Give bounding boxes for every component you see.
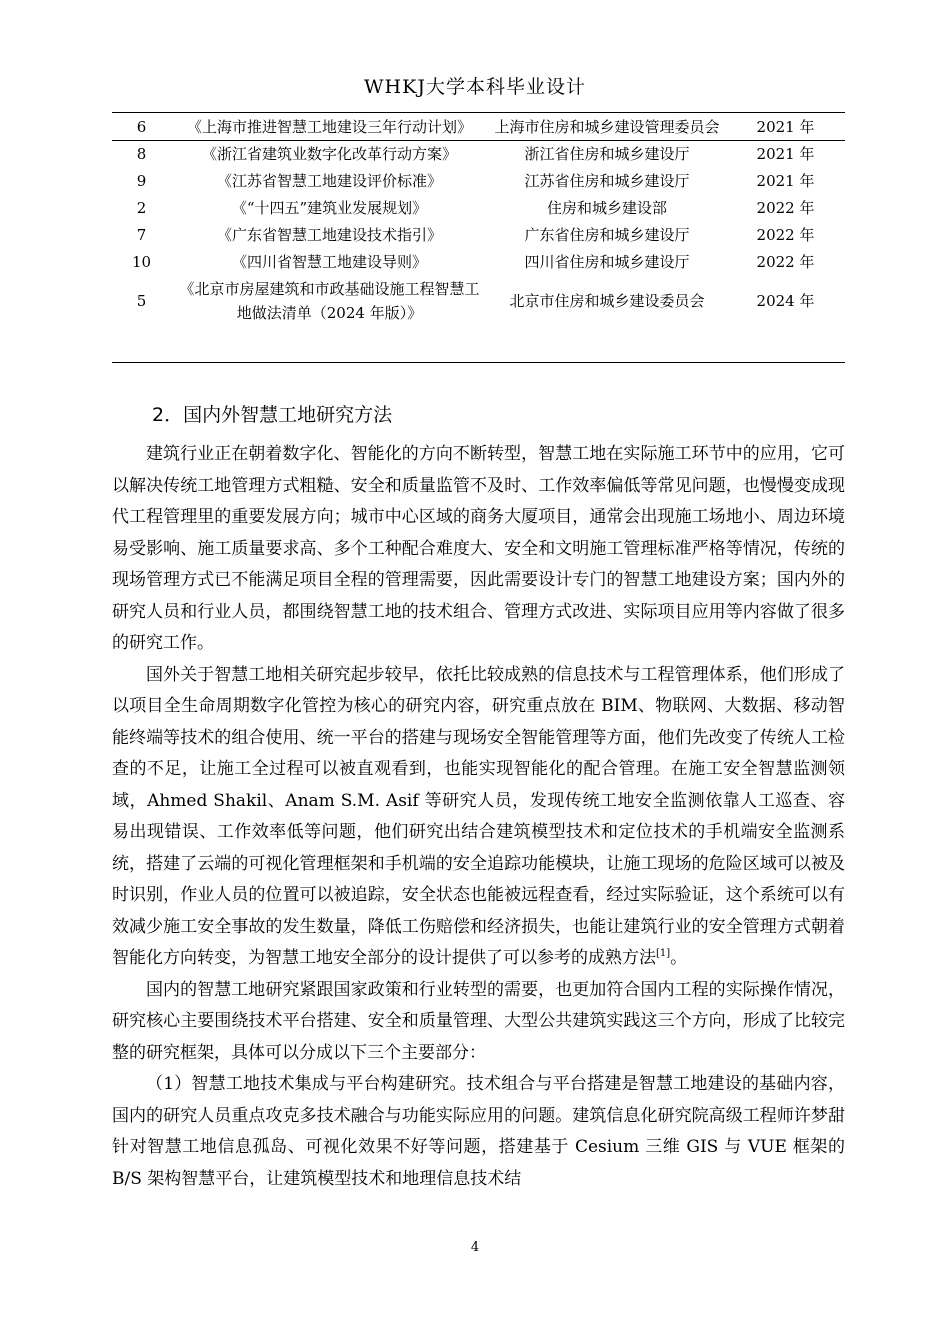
table-row (112, 195, 845, 222)
row-number: 7 (136, 226, 147, 244)
table-row (112, 222, 845, 249)
table-row (112, 114, 845, 141)
issue-year: 2022 年 (756, 226, 815, 244)
page-number: 4 (470, 1240, 480, 1255)
issuing-department: 江苏省住房和城乡建设厅 (524, 172, 690, 190)
issuing-department: 北京市住房和城乡建设委员会 (509, 292, 705, 310)
paragraph (112, 975, 845, 1070)
policy-name: 《“十四五”建筑业发展规划》 (231, 199, 428, 217)
table-row (112, 276, 845, 326)
citation-marker: [1] (656, 948, 671, 959)
issuing-department: 上海市住房和城乡建设管理委员会 (488, 114, 726, 141)
policy-table (112, 114, 845, 326)
policy-name: 《北京市房屋建筑和市政基础设施工程智慧工地做法清单（2024 年版）》 (179, 280, 480, 322)
policy-name: 《广东省智慧工地建设技术指引》 (216, 226, 442, 244)
issuing-department: 住房和城乡建设部 (547, 199, 668, 217)
row-number: 8 (136, 145, 147, 163)
issue-year: 2021 年 (756, 145, 815, 163)
issuing-department: 四川省住房和城乡建设厅 (524, 253, 690, 271)
issue-year: 2022 年 (756, 253, 815, 271)
paragraph (112, 439, 845, 660)
row-number: 10 (131, 253, 152, 271)
table-row (112, 168, 845, 195)
paragraph-text: 建筑行业正在朝着数字化、智能化的方向不断转型，智慧工地在实际施工环节中的应用，它可以解决传统工地管理方式粗糙、安全和质量监管不及时、工作效率偏低等常见问题，也慢慢变成现代工程管理里的重要发展方向；城市中心区域的商务大厦项目，通常会出现施工场地小、周边环境易受影响、施工质量要求高、多个工种配合难度大、安全和文明施工管理标准严格等情况，传统的现场管理方式已不能满足项目全程的管理需要，因此需要设计专门的智慧工地建设方案；国内外的研究人员和行业人员，都围绕智慧工地的技术组合、管理方式改进、实际项目应用等内容做了很多的研究工作。 (112, 444, 845, 653)
section-heading: 2．国内外智慧工地研究方法 (152, 404, 393, 426)
header-rule (112, 112, 845, 113)
issue-year: 2021 年 (756, 172, 815, 190)
table-row (112, 249, 845, 276)
policy-name: 《江苏省智慧工地建设评价标准》 (216, 172, 442, 190)
paragraph-text: （1）智慧工地技术集成与平台构建研究。技术组合与平台搭建是智慧工地建设的基础内容，国内的研究人员重点攻克多技术融合与功能实际应用的问题。建筑信息化研究院高级工程师许梦甜针对智慧工地信息孤岛、可视化效果不好等问题，搭建基于 Cesium 三维 GIS 与 VUE 框架的 B/S 架构智慧平台，让建筑模型技术和地理信息技术结 (112, 1074, 845, 1189)
row-number: 6 (112, 114, 171, 141)
issue-year: 2022 年 (756, 199, 815, 217)
issuing-department: 广东省住房和城乡建设厅 (524, 226, 690, 244)
body-text (112, 439, 845, 1195)
policy-name: 《上海市推进智慧工地建设三年行动计划》 (171, 114, 488, 141)
policy-name: 《四川省智慧工地建设导则》 (231, 253, 427, 271)
issue-year: 2021 年 (726, 114, 845, 141)
paragraph-text: 国外关于智慧工地相关研究起步较早，依托比较成熟的信息技术与工程管理体系，他们形成了以项目全生命周期数字化管控为核心的研究内容，研究重点放在 BIM、物联网、大数据、移动智能终端等技术的组合使用、统一平台的搭建与现场安全智能管理等方面，他们先改变了传统人工检查的不足，让施工全过程可以被直观看到，也能实现智能化的配合管理。在施工安全智慧监测领域，Ahmed Shakil、Anam S.M. Asif 等研究人员，发现传统工地安全监测依靠人工巡查、容易出现错误、工作效率低等问题，他们研究出结合建筑模型技术和定位技术的手机端安全监测系统，搭建了云端的可视化管理框架和手机端的安全追踪功能模块，让施工现场的危险区域可以被及时识别，作业人员的位置可以被追踪，安全状态也能被远程查看，经过实际验证，这个系统可以有效减少施工安全事故的发生数量，降低工伤赔偿和经济损失，也能让建筑行业的安全管理方式朝着智能化方向转变，为智慧工地安全部分的设计提供了可以参考的成熟方法 (112, 664, 845, 968)
row-number: 5 (136, 292, 147, 310)
paragraph (112, 1069, 845, 1195)
paragraph-end-punctuation: 。 (670, 948, 688, 968)
paragraph (112, 660, 845, 975)
row-number: 2 (136, 199, 147, 217)
page-header-title: WHKJ大学本科毕业设计 (364, 76, 586, 98)
issuing-department: 浙江省住房和城乡建设厅 (524, 145, 690, 163)
paragraph-text: 国内的智慧工地研究紧跟国家政策和行业转型的需要，也更加符合国内工程的实际操作情况，研究核心主要围绕技术平台搭建、安全和质量管理、大型公共建筑实践这三个方向，形成了比较完整的研究框架，具体可以分成以下三个主要部分： (112, 979, 845, 1063)
row-number: 9 (136, 172, 147, 190)
issue-year: 2024 年 (756, 292, 815, 310)
table-bottom-rule (112, 362, 845, 363)
table-row (112, 141, 845, 169)
policy-name: 《浙江省建筑业数字化改革行动方案》 (201, 145, 457, 163)
